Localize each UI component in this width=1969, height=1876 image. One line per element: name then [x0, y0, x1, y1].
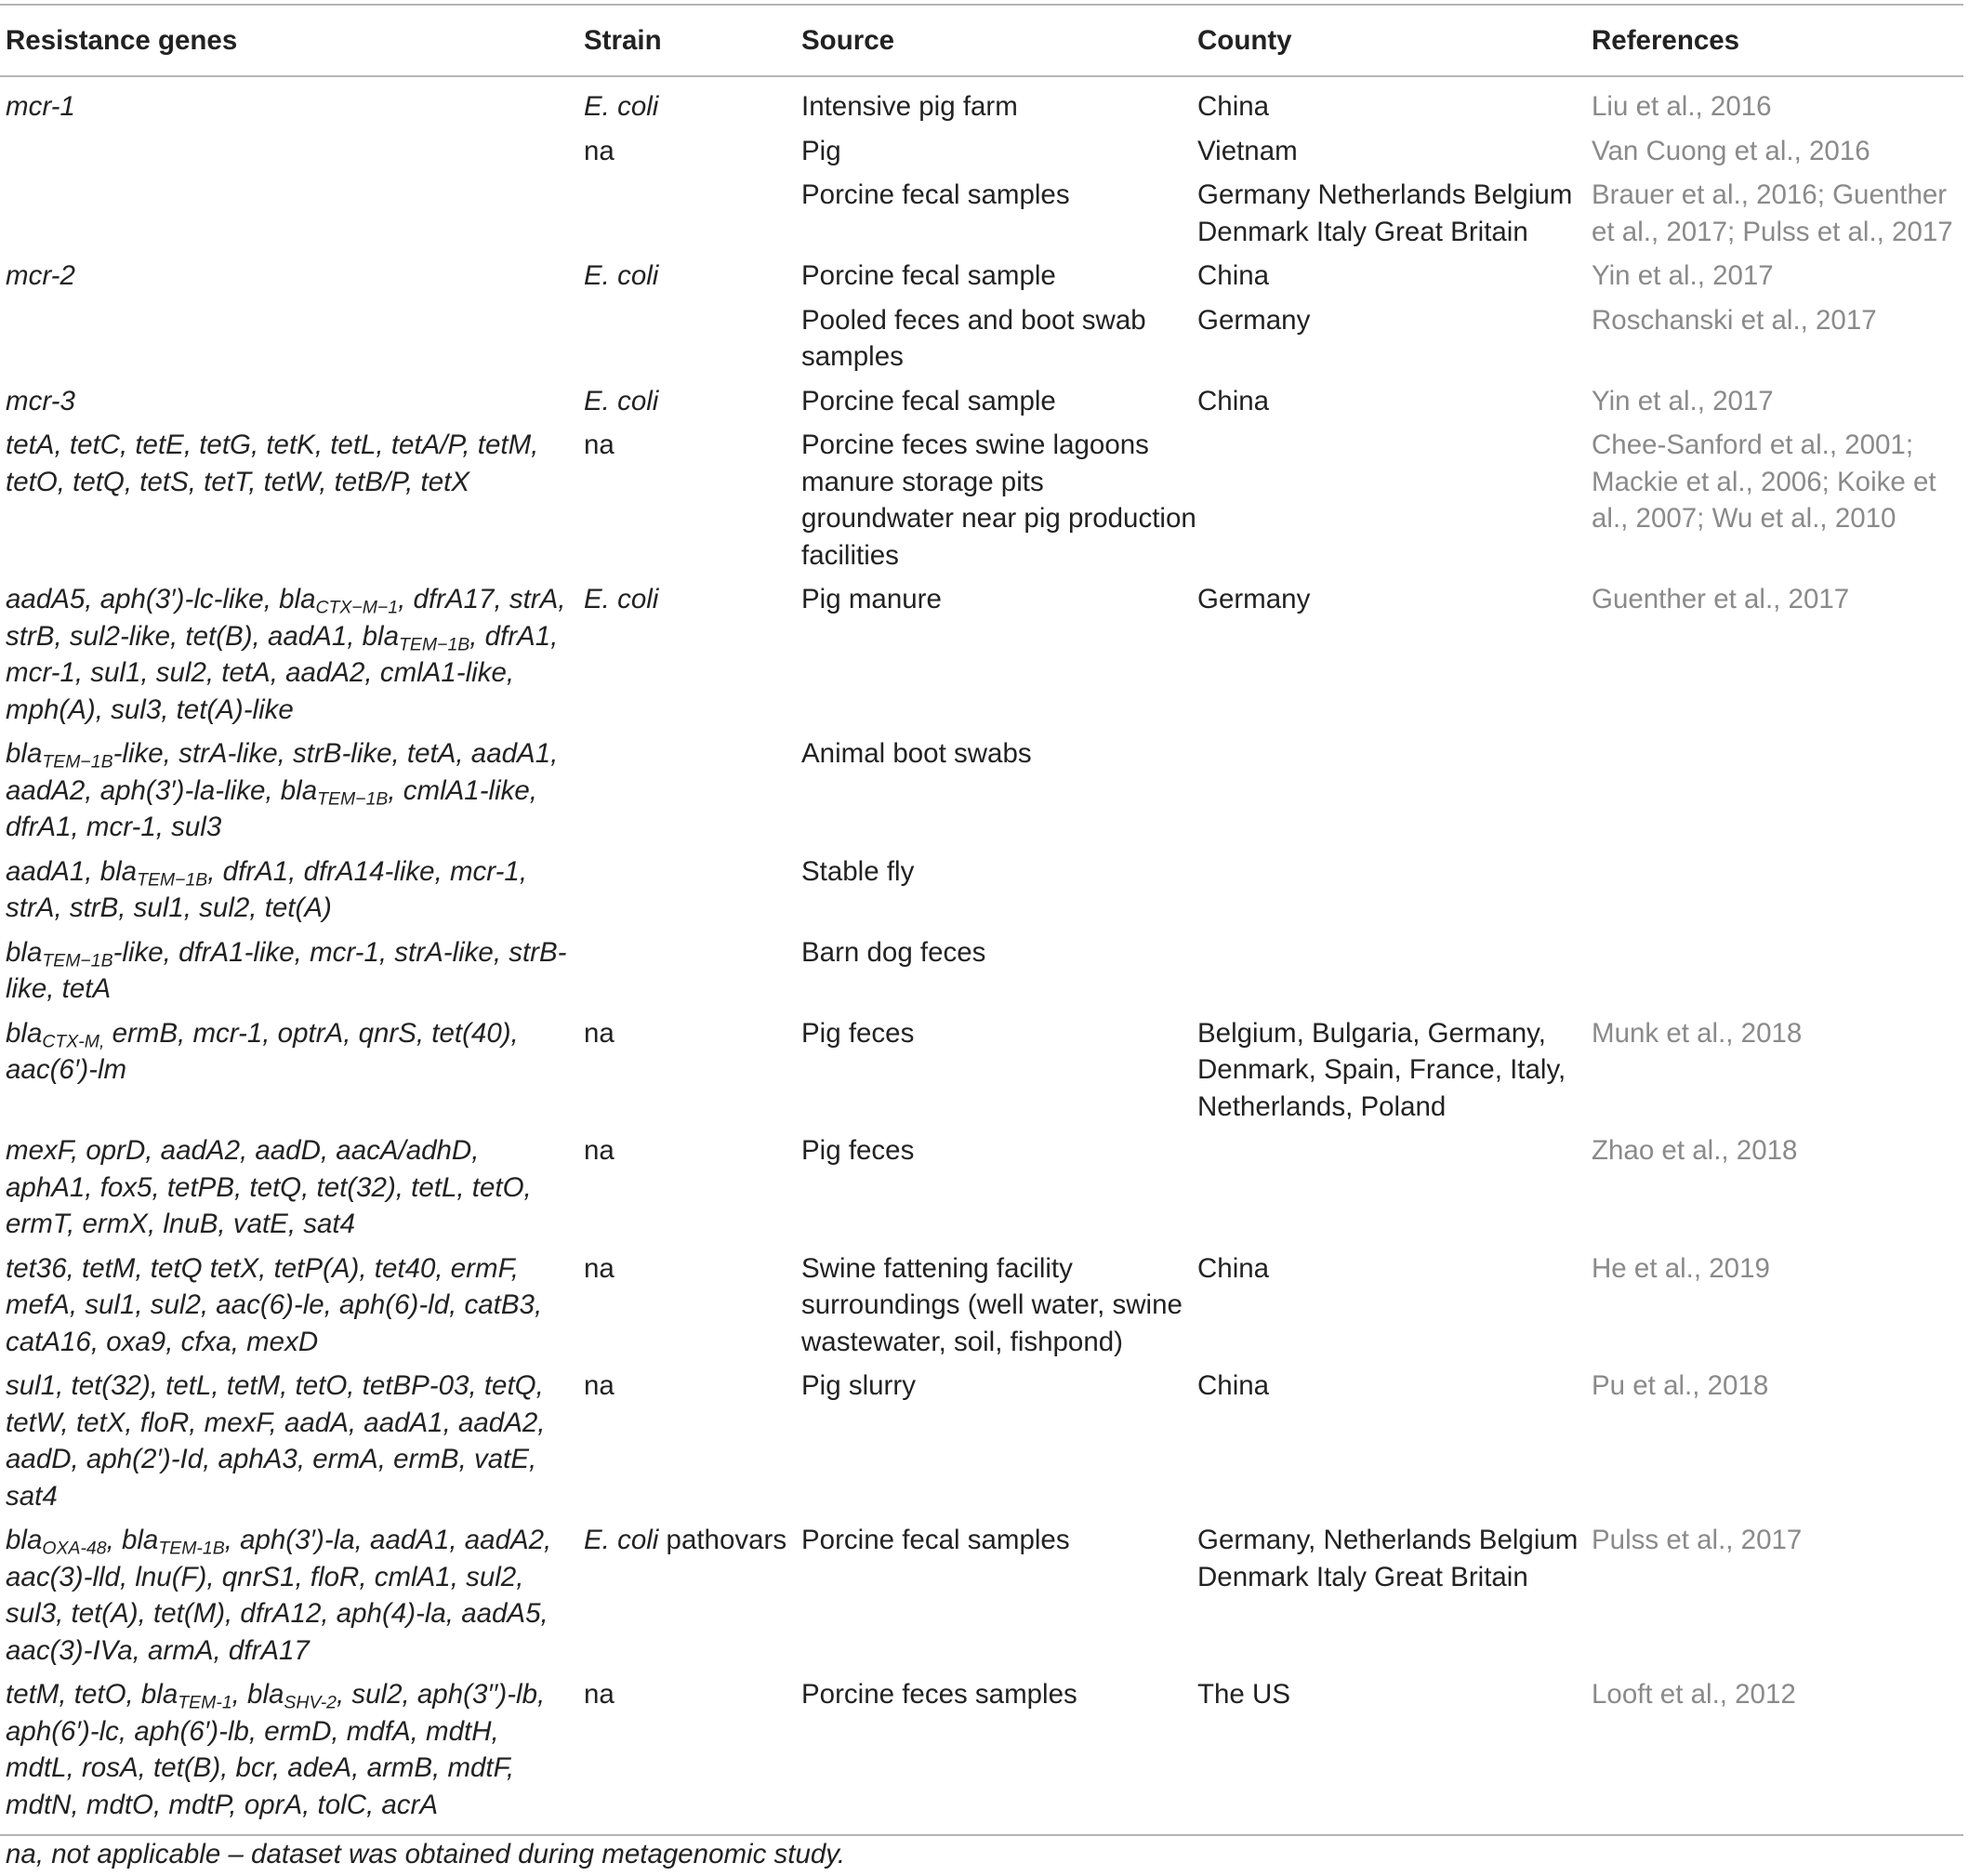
table-row [0, 1247, 1963, 1365]
gene-text: , dfrA17, strA, strB, sul2-like, tet(B), aadA1, bla [6, 584, 566, 652]
cell-references: Pu et al., 2018 [1592, 1370, 1769, 1401]
cell-strain: na [584, 1672, 801, 1835]
gene-text: aadA1, bla [6, 855, 138, 887]
gene-subscript: TEM−1B [317, 787, 389, 809]
gene-text: -like, strA-like, strB-like, tetA, aadA1, aadA2, aph(3′)-la-like, bla [6, 738, 559, 806]
cell-source: Pooled feces and boot swab samples [801, 304, 1146, 372]
cell-resistance-genes [0, 1672, 584, 1835]
gene-text: , dfrA1, dfrA14-like, mcr-1, strA, strB, sul1, sul2, tet(A) [6, 855, 528, 923]
cell-strain [584, 577, 801, 732]
cell-source: Porcine feces swine lagoons manure storage pits groundwater near pig production facilities [801, 429, 1196, 571]
gene-subscript: TEM-1 [178, 1692, 232, 1713]
cell-county [1197, 850, 1592, 931]
gene-text: mcr-1 [6, 91, 75, 122]
table-row [0, 931, 1963, 1011]
table-row [0, 1364, 1963, 1518]
cell-source: Porcine fecal sample [801, 260, 1056, 291]
cell-resistance-genes [0, 732, 584, 850]
gene-subscript: TEM-1B [158, 1538, 225, 1559]
table-row [0, 379, 1963, 424]
cell-source: Porcine fecal sample [801, 385, 1056, 416]
cell-county: China [1197, 385, 1270, 416]
cell-references: He et al., 2019 [1592, 1252, 1770, 1284]
gene-text: bla [6, 738, 43, 769]
cell-county: China [1197, 91, 1270, 122]
gene-text: aadA5, aph(3′)-lc-like, bla [6, 584, 316, 614]
cell-county [1197, 732, 1592, 850]
cell-references: Guenther et al., 2017 [1592, 584, 1850, 614]
gene-text: ermB, mcr-1, optrA, qnrS, tet(40), aac(6′)-lm [6, 1017, 519, 1085]
cell-resistance-genes [0, 1011, 584, 1130]
cell-references: Pulss et al., 2017 [1592, 1525, 1803, 1555]
gene-text: , dfrA1, mcr-1, sul1, sul2, tetA, aadA2, cmlA1-like, mph(A), sul3, tet(A)-like [6, 620, 559, 725]
cell-references: Yin et al., 2017 [1592, 260, 1774, 291]
cell-strain: E. coli pathovars [584, 1525, 787, 1555]
cell-county: Belgium, Bulgaria, Germany, Denmark, Spain, France, Italy, Netherlands, Poland [1197, 1017, 1566, 1122]
cell-county [1197, 1129, 1592, 1247]
cell-county [1197, 931, 1592, 1011]
cell-strain [584, 76, 801, 129]
gene-text: , aph(3′)-la, aadA1, aadA2, aac(3)-lld, lnu(F), qnrS1, floR, cmlA1, sul2, sul3, tet(A), tet(M), dfrA12, aph(4)-la, aadA5, aac(3)-IVa, armA, dfrA17 [6, 1525, 552, 1666]
gene-subscript: TEM−1B [42, 949, 113, 971]
cell-source: Pig feces [801, 1135, 915, 1166]
table-row [0, 577, 1963, 732]
header-references: References [1592, 5, 1963, 76]
cell-county: Germany, Netherlands Belgium Denmark Italy Great Britain [1197, 1525, 1579, 1592]
cell-source: Porcine fecal samples [801, 1525, 1070, 1555]
header-county: County [1197, 5, 1592, 76]
cell-references: Looft et al., 2012 [1592, 1672, 1963, 1835]
gene-subscript: TEM−1B [137, 868, 208, 890]
cell-resistance-genes [0, 1518, 584, 1672]
header-source: Source [801, 5, 1197, 76]
gene-text: tetM, tetO, bla [6, 1679, 178, 1710]
table-body [0, 76, 1963, 1835]
cell-resistance-genes [0, 577, 584, 732]
cell-strain [584, 931, 801, 1011]
cell-resistance-genes [0, 1129, 584, 1247]
cell-source: Pig manure [801, 584, 942, 614]
gene-text: tet36, tetM, tetQ tetX, tetP(A), tet40, ermF, mefA, sul1, sul2, aac(6)-le, aph(6)-ld, catB3, catA16, oxa9, cfxa, mexD [6, 1252, 543, 1357]
table-row [0, 1518, 1963, 1672]
cell-strain: na [584, 135, 614, 166]
header-resistance-genes: Resistance genes [0, 5, 584, 76]
cell-references [1592, 732, 1963, 850]
cell-source: Swine fattening facility surroundings (well water, swine wastewater, soil, fishpond) [801, 1252, 1183, 1357]
table-row [0, 732, 1963, 850]
cell-references: Zhao et al., 2018 [1592, 1135, 1798, 1166]
table-row [0, 129, 1963, 174]
table-row [0, 850, 1963, 931]
gene-text: , bla [106, 1525, 159, 1555]
cell-references [1592, 850, 1963, 931]
gene-text: tetA, tetC, tetE, tetG, tetK, tetL, tetA/P, tetM, tetO, tetQ, tetS, tetT, tetW, tetB/P, tetX [6, 429, 539, 497]
gene-text: bla [6, 1017, 43, 1049]
table-row [0, 1129, 1963, 1247]
table-footnote: na, not applicable – dataset was obtained during metagenomic study. [6, 1839, 846, 1869]
cell-resistance-genes [0, 423, 584, 577]
gene-subscript: CTX-M, [42, 1030, 105, 1051]
gene-text: bla [6, 1525, 43, 1555]
cell-references: Van Cuong et al., 2016 [1592, 135, 1870, 166]
resistance-genes-table [0, 4, 1963, 1836]
cell-county: Germany [1197, 304, 1311, 336]
gene-text: bla [6, 936, 43, 968]
header-strain: Strain [584, 5, 801, 76]
cell-strain [584, 254, 801, 298]
table-row [0, 173, 1963, 254]
cell-references: Chee-Sanford et al., 2001; Mackie et al., 2006; Koike et al., 2007; Wu et al., 2010 [1592, 429, 1936, 534]
cell-resistance-genes [0, 1364, 584, 1518]
cell-source: Pig slurry [801, 1370, 916, 1401]
cell-resistance-genes [0, 379, 584, 424]
cell-source: Stable fly [801, 855, 915, 887]
table-row [0, 254, 1963, 298]
gene-text: mcr-2 [6, 260, 75, 291]
table-row [0, 423, 1963, 577]
cell-strain: na [584, 1135, 614, 1166]
cell-resistance-genes [0, 254, 584, 298]
cell-county [1197, 423, 1592, 577]
header-row [0, 5, 1963, 76]
cell-references: Yin et al., 2017 [1592, 385, 1774, 416]
cell-source: Pig [801, 135, 841, 166]
gene-subscript: CTX−M−1 [315, 597, 399, 618]
gene-subscript: OXA-48 [42, 1538, 107, 1559]
cell-references [1592, 931, 1963, 1011]
gene-subscript: SHV-2 [284, 1692, 337, 1713]
cell-source: Animal boot swabs [801, 738, 1032, 769]
cell-county: Germany Netherlands Belgium Denmark Italy Great Britain [1197, 179, 1573, 247]
cell-source: Barn dog feces [801, 936, 986, 968]
gene-text: -like, dfrA1-like, mcr-1, strA-like, strB-like, tetA [6, 936, 567, 1004]
gene-text: , sul2, aph(3′′)-lb, aph(6′)-lc, aph(6′)-lb, ermD, mdfA, mdtH, mdtL, rosA, tet(B), bcr, adeA, armB, mdtF, mdtN, mdtO, mdtP, oprA, tolC, acrA [6, 1679, 546, 1820]
table-row [0, 1011, 1963, 1130]
table-row [0, 76, 1963, 129]
cell-source: Pig feces [801, 1017, 915, 1049]
table-row [0, 1672, 1963, 1835]
cell-resistance-genes [0, 173, 584, 254]
cell-strain: na [584, 429, 614, 460]
table-row [0, 298, 1963, 379]
cell-resistance-genes [0, 931, 584, 1011]
cell-county: Germany [1197, 584, 1311, 614]
strain-italic: E. coli [584, 91, 659, 122]
cell-references: Munk et al., 2018 [1592, 1017, 1803, 1049]
cell-strain [584, 298, 801, 379]
strain-italic: E. coli [584, 584, 659, 614]
cell-resistance-genes [0, 1247, 584, 1365]
cell-source: Porcine fecal samples [801, 179, 1070, 210]
cell-source: Porcine feces samples [801, 1672, 1197, 1835]
cell-resistance-genes [0, 298, 584, 379]
cell-references: Roschanski et al., 2017 [1592, 304, 1877, 336]
strain-italic: E. coli [584, 385, 659, 416]
cell-resistance-genes [0, 76, 584, 129]
cell-county: China [1197, 260, 1270, 291]
cell-strain [584, 379, 801, 424]
gene-text: mcr-3 [6, 385, 75, 416]
cell-strain: na [584, 1252, 614, 1284]
cell-references: Liu et al., 2016 [1592, 91, 1772, 122]
cell-county: Vietnam [1197, 135, 1298, 166]
cell-county: China [1197, 1252, 1270, 1284]
cell-strain: na [584, 1370, 614, 1401]
gene-text: , bla [231, 1679, 284, 1710]
cell-county: The US [1197, 1672, 1592, 1835]
cell-source: Intensive pig farm [801, 91, 1018, 122]
gene-text: , cmlA1-like, dfrA1, mcr-1, sul3 [6, 774, 537, 842]
strain-italic: E. coli [584, 1525, 659, 1555]
cell-references: Brauer et al., 2016; Guenther et al., 2017; Pulss et al., 2017 [1592, 179, 1953, 247]
cell-county: China [1197, 1370, 1270, 1401]
cell-strain [584, 732, 801, 850]
cell-resistance-genes [0, 850, 584, 931]
cell-resistance-genes [0, 129, 584, 174]
gene-text: sul1, tet(32), tetL, tetM, tetO, tetBP-03, tetQ, tetW, tetX, floR, mexF, aadA, aadA1, aadA2, aadD, aph(2′)-Id, aphA3, ermA, ermB, vatE, sat4 [6, 1370, 546, 1512]
gene-subscript: TEM−1B [42, 751, 113, 773]
cell-strain [584, 173, 801, 254]
gene-subscript: TEM−1B [399, 633, 470, 654]
cell-strain [584, 850, 801, 931]
strain-italic: E. coli [584, 260, 659, 291]
gene-text: mexF, oprD, aadA2, aadD, aacA/adhD, aphA1, fox5, tetPB, tetQ, tet(32), tetL, tetO, ermT, ermX, lnuB, vatE, sat4 [6, 1135, 532, 1239]
cell-strain: na [584, 1017, 614, 1049]
